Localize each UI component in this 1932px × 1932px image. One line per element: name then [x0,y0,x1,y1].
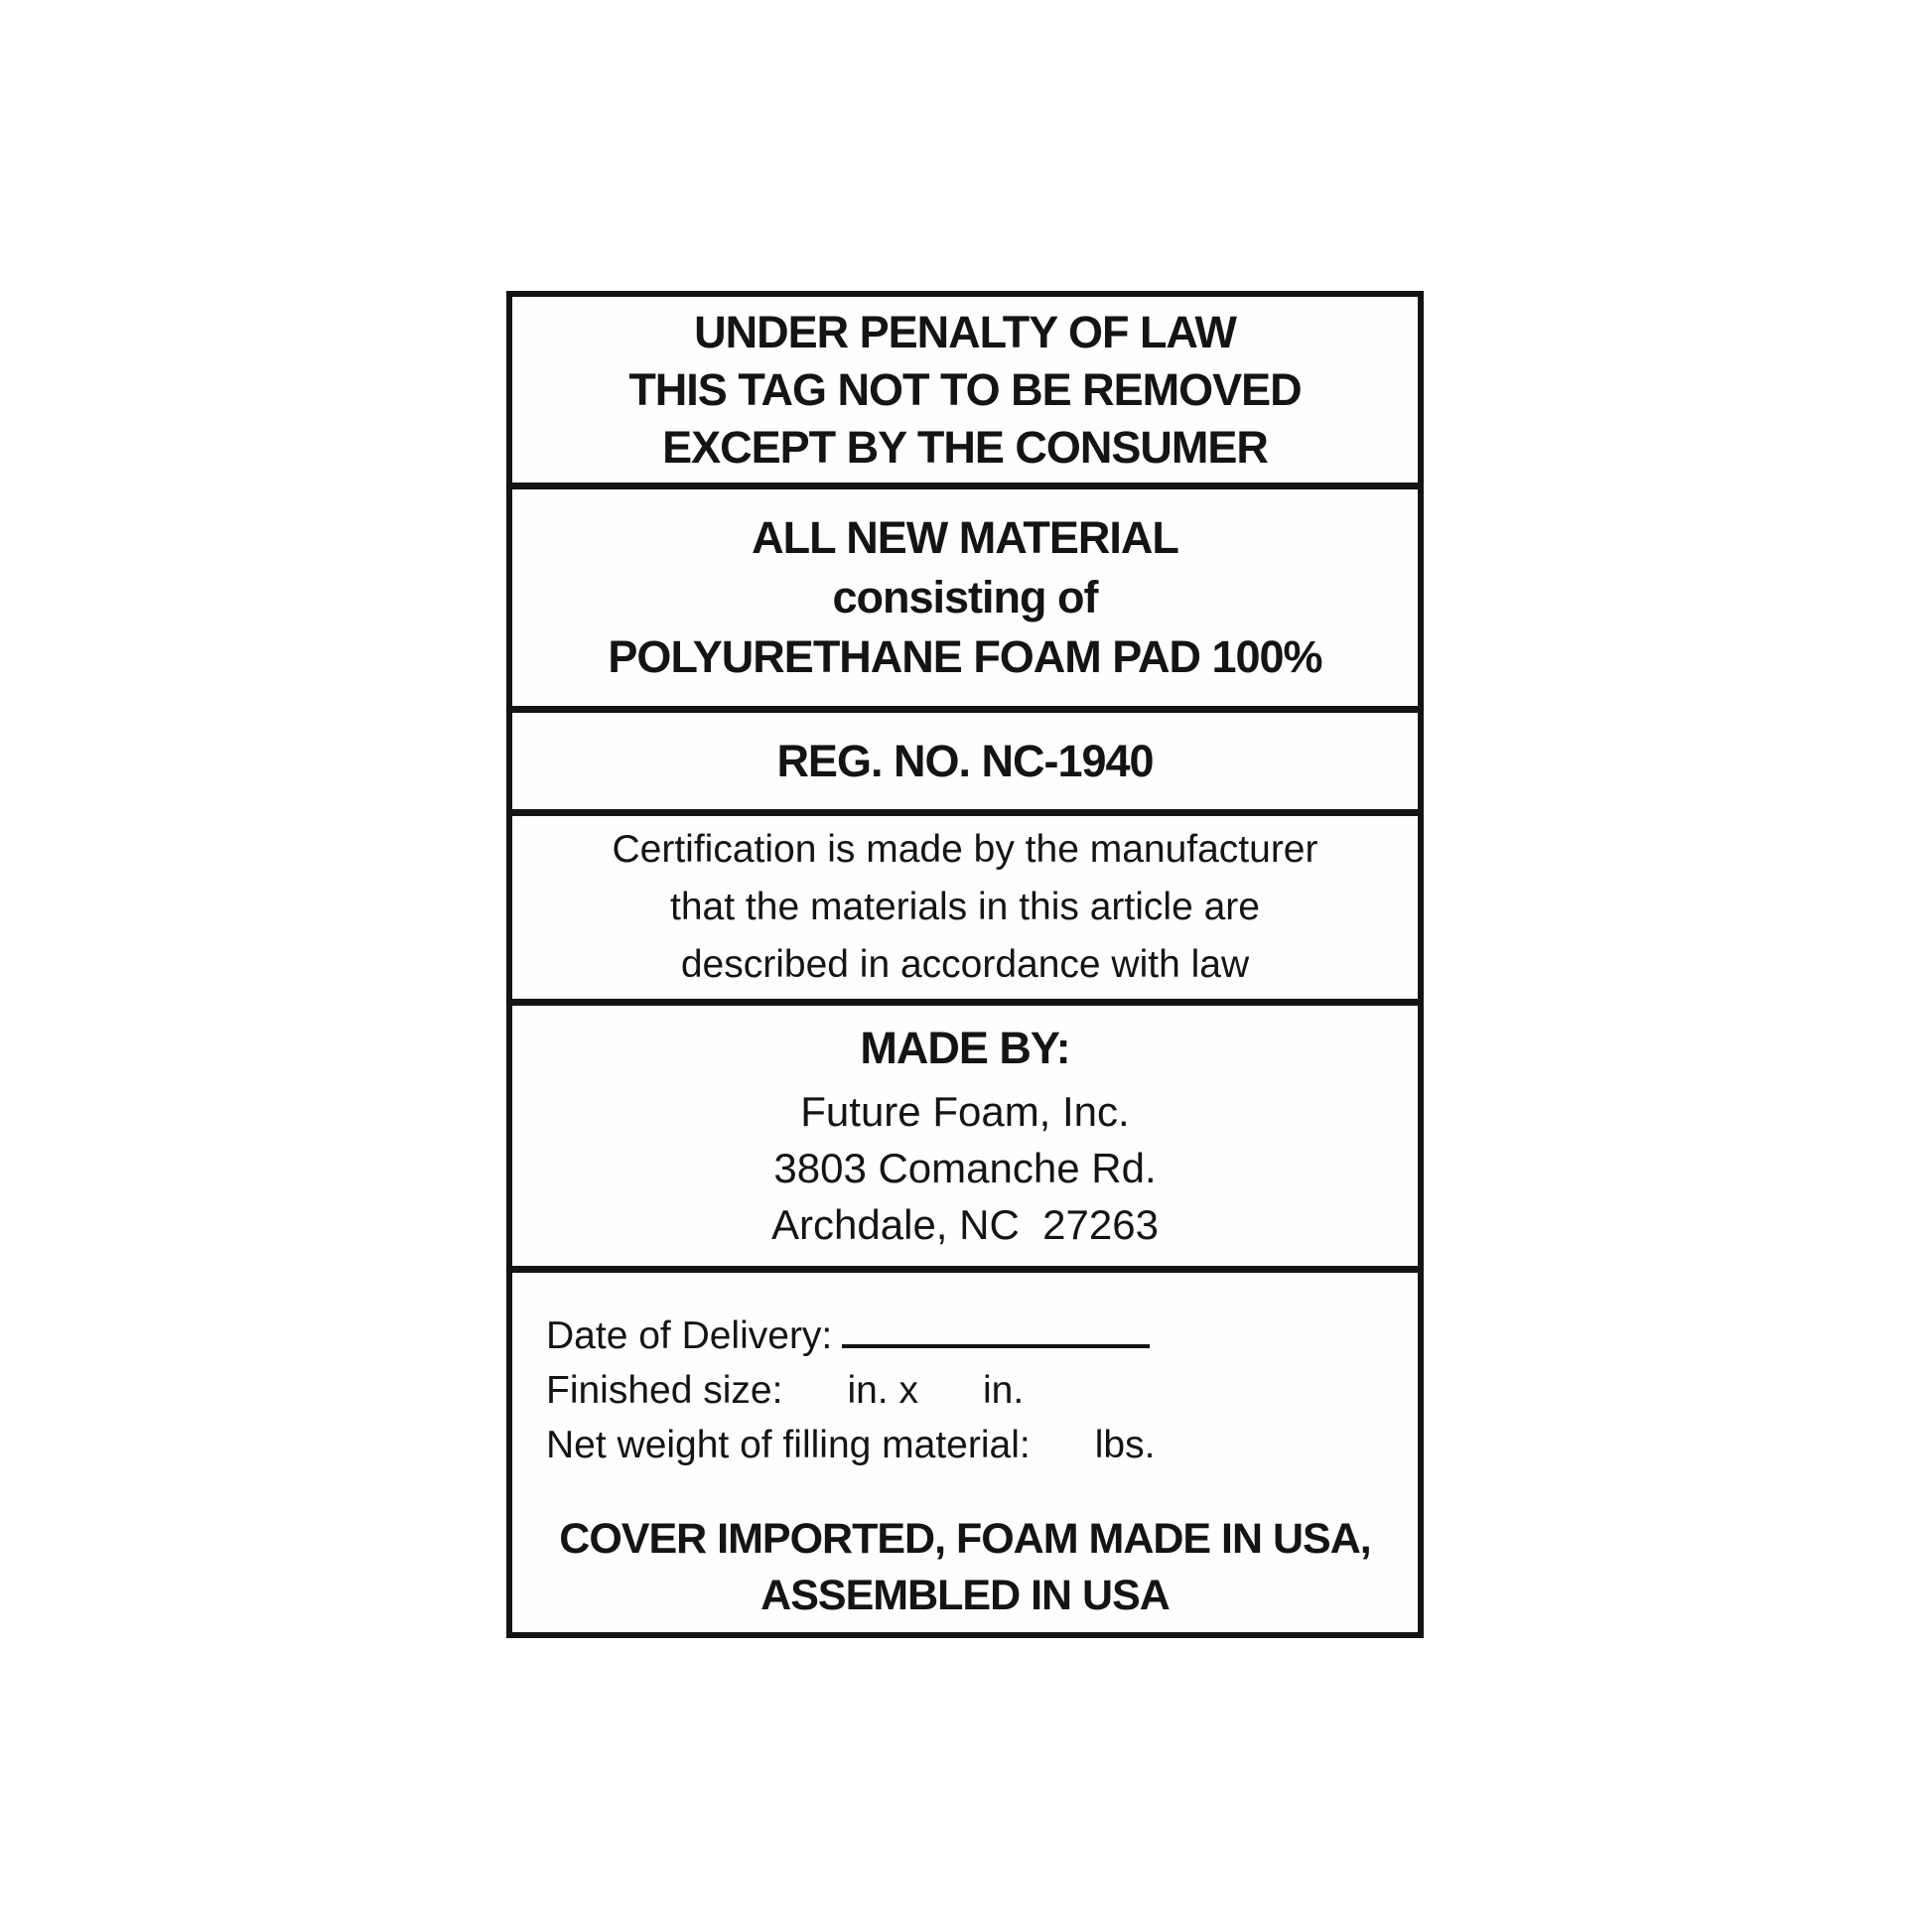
material-line-3: POLYURETHANE FOAM PAD 100% [608,631,1322,682]
penalty-line-2: THIS TAG NOT TO BE REMOVED [628,363,1302,415]
material-line-1: ALL NEW MATERIAL [752,512,1178,563]
made-by-heading: MADE BY: [860,1023,1070,1073]
date-of-delivery-row [546,1309,1388,1363]
penalty-warning-section [512,297,1418,489]
certification-line-3: described in accordance with law [680,943,1250,986]
finished-size-row: Finished size: in. x in. [546,1369,1025,1412]
manufacturer-street: 3803 Comanche Rd. [773,1145,1157,1191]
material-contents-section [512,489,1418,713]
certification-line-2: that the materials in this article are [670,886,1260,928]
origin-statement [512,1511,1418,1632]
fill-in-details [512,1273,1418,1472]
date-of-delivery-label: Date of Delivery: [546,1314,833,1357]
origin-line-2: ASSEMBLED IN USA [760,1572,1170,1619]
manufacturer-city-state-zip: Archdale, NC 27263 [771,1201,1159,1248]
material-line-2: consisting of [832,572,1098,622]
manufacturer-name: Future Foam, Inc. [800,1088,1130,1135]
penalty-line-1: UNDER PENALTY OF LAW [694,306,1236,357]
certification-section [512,816,1418,1006]
net-weight-row: Net weight of filling material: lbs. [546,1424,1156,1466]
date-of-delivery-blank [842,1314,1150,1348]
law-label-tag [506,291,1424,1638]
certification-line-1: Certification is made by the manufacturer [612,828,1318,871]
origin-line-1: COVER IMPORTED, FOAM MADE IN USA, [559,1515,1371,1563]
registration-number-section [512,713,1418,816]
made-by-section [512,1006,1418,1273]
penalty-line-3: EXCEPT BY THE CONSUMER [662,421,1268,473]
registration-number: REG. NO. NC-1940 [776,735,1154,786]
details-section [512,1273,1418,1632]
